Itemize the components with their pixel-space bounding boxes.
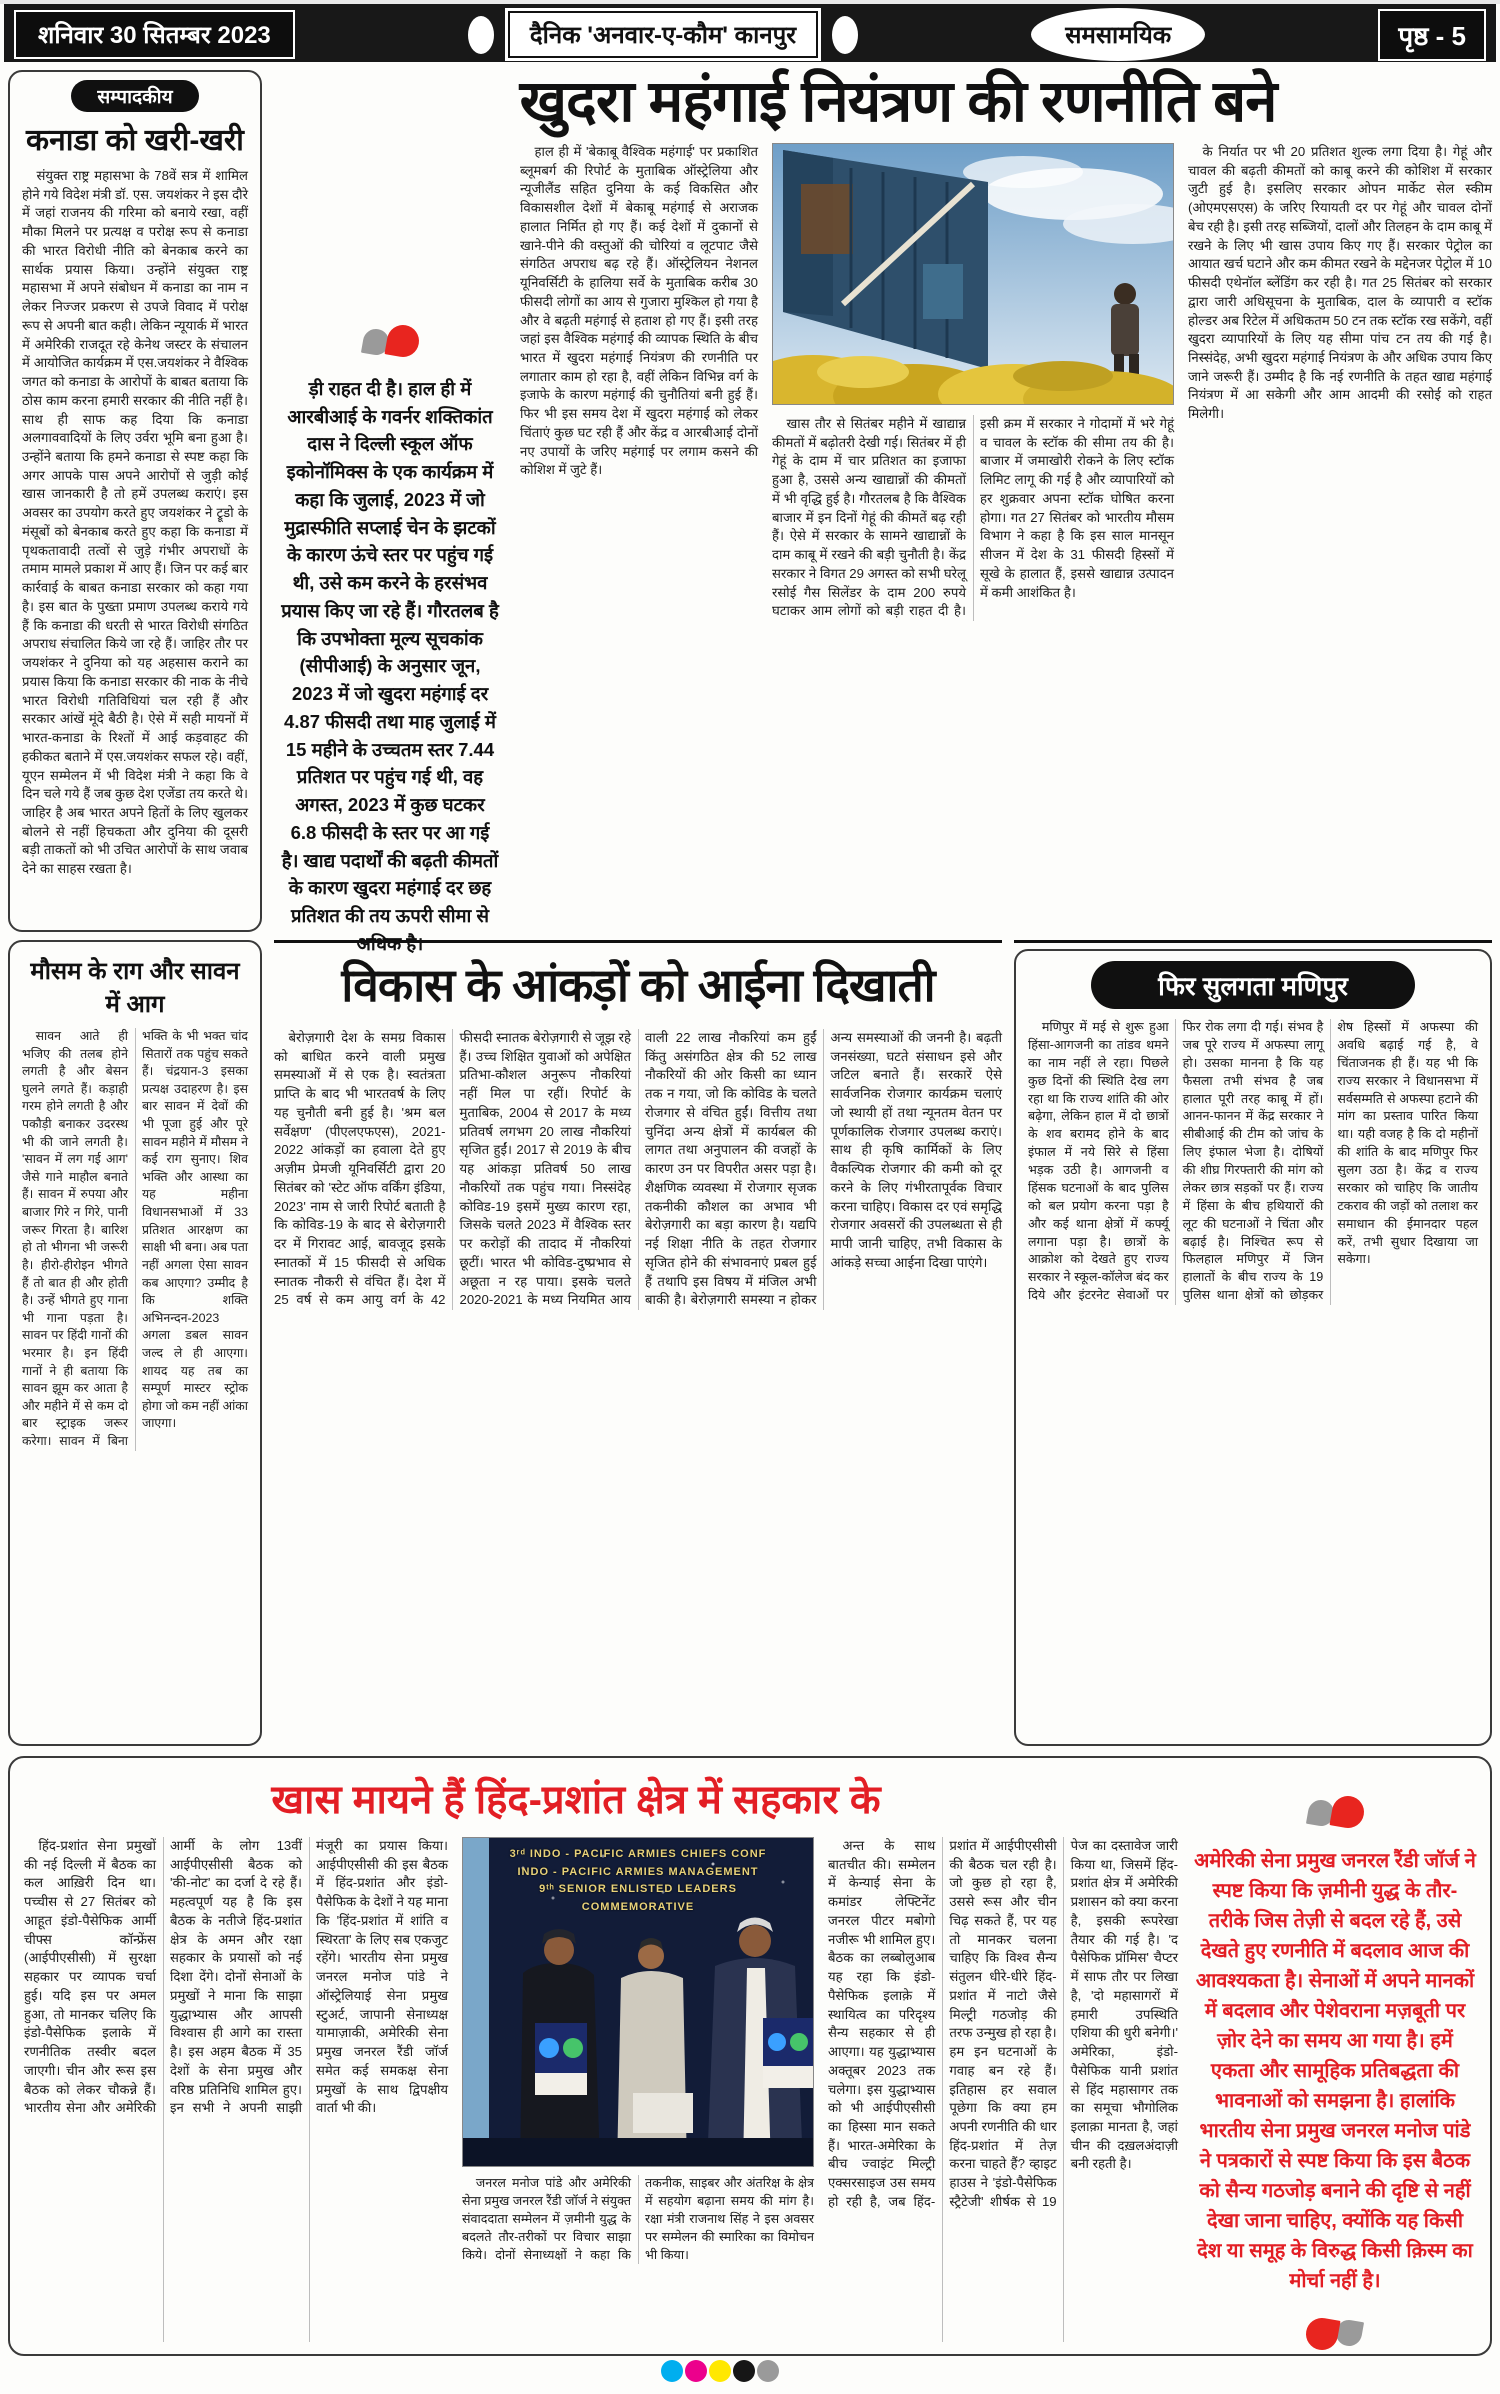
train-grain-photo-art bbox=[773, 144, 1174, 405]
pull-quote-column bbox=[274, 143, 506, 954]
indo-pacific-article-box bbox=[8, 1756, 1492, 2356]
indo-pacific-col-right: अन्त के साथ बातचीत की। सम्मेलन में केन्याई सेना के कमांडर लेफ्टिनेंट जनरल पीटर मबोगो नजीरू भी शामिल हुए। बैठक का लब्बोलुआब यह रहा कि इंडो-पैसेफिक इलाक़े में स्थायित्व का परिदृश्य सैन्य सहकार से ही आएगा। यह युद्धाभ्यास अक्तूबर 2023 तक चलेगा। इस युद्धाभ्यास को भी आईपीएसीसी का हिस्सा मान सकते हैं। भारत-अमेरिका के बीच ज्वाइंट मिल्ट्री एक्सरसाइज उस समय हो रही है, जब हिंद-प्रशांत में आईपीएसीसी की बैठक चल रही है। जो कुछ हो रहा है, उससे रूस और चीन चिढ़ सकते हैं, पर यह तो मानकर चलना चाहिए कि विश्व सैन्य संतुलन धीरे-धीरे हिंद-प्रशांत में नाटो जैसे मिल्ट्री गठजोड़ की तरफ उन्मुख हो रहा है। हम इन घटनाओं के गवाह बन रहे हैं। इतिहास हर सवाल पूछेगा कि क्या हम अपनी रणनीति की धार हिंद-प्रशांत में तेज़ करना चाहते हैं? व्हाइट हाउस ने 'इंडो-पैसेफिक स्ट्रैटेजी' शीर्षक से 19 पेज का दस्तावेज जारी किया था, जिसमें हिंद-प्रशांत क्षेत्र में अमेरिकी प्रशासन को क्या करना है, इसकी रूपरेखा तैयार की गई है। 'द पैसेफिक प्रॉमिस' चैप्टर में साफ तौर पर लिखा है, 'दो महासागरों में हमारी उपस्थिति एशिया की धुरी बनेगी।' अमेरिका, इंडो-पैसेफिक यानी प्रशांत से हिंद महासागर तक का समूचा भौगोलिक इलाक़ा मानता है, जहां चीन की दख़लअंदाज़ी बनी रहती है। bbox=[828, 1838, 1178, 2209]
registration-color-dots bbox=[0, 2356, 1492, 2390]
section-label: समसामयिक bbox=[1031, 8, 1205, 61]
main-article-col-1: हाल ही में 'बेकाबू वैश्विक महंगाई' पर प्रकाशित ब्लूमबर्ग की रिपोर्ट के मुताबिक ऑस्ट्रेलिया और न्यूजीलैंड सहित दुनिया के कई विकसित और विकासशील देशों में बेकाबू महंगाई से अराजक हालात निर्मित हो गए हैं। कई देशों में दुकानों से खाने-पीने की वस्तुओं की चोरियां व लूटपाट जैसे संगठित अपराध बढ़ रहे हैं। ऑस्ट्रेलियन नेशनल यूनिवर्सिटी के हालिया सर्वे के मुताबिक करीब 30 फीसदी लोगों का आय से गुजारा मुश्किल हो गया है और वे बढ़ती महंगाई से हताश हो गए हैं। इसी तरह जहां इस वैश्विक महंगाई की व्यापक स्थिति के बीच भारत में खुदरा महंगाई नियंत्रण की रणनीति पर लगातार काम हो रहा है, वहीं लेकिन विभिन्न वर्ग के इजाफे के कारण महंगाई की चुनौतियां बनी हुई हैं। फिर भी इस समय देश में खुदरा महंगाई को लेकर चिंताएं कुछ घट रही हैं और केंद्र व आरबीआई दोनों नए उपायों के जरिए महंगाई पर लगाम कसने की कोशिश में जुटे हैं। bbox=[520, 143, 758, 478]
main-article-col-3: के निर्यात पर भी 20 प्रतिशत शुल्क लगा दिया है। गेहूं और चावल की बढ़ती कीमतों को काबू करने की कोशिश में सरकार जुटी हुई है। इसलिए सरकार ओपन मार्केट सेल स्कीम (ओएमएसएस) के जरिए रियायती दर पर गेहूं और चावल दोनों बेच रही है। इसी तरह सब्जियों, दालों और तिलहन के दाम काबू में रखने के लिए भी खास उपाय किए गए हैं। सरकार पेट्रोल का आयात खर्च घटाने और कम कीमत रखने के मद्देनजर पेट्रोल में 10 फीसदी एथेनॉल ब्लेंडिंग कर रही है। गत 25 सितंबर को सरकार द्वारा जारी अधिसूचना के मुताबिक, दाल के व्यापारी व स्टॉक होल्डर अब रिटेल में अधिकतम 50 टन तक स्टॉक रख सकेंगे, वहीं खुदरा व्यापारियों के लिए यह सीमा पांच टन तय की गई है। निस्संदेह, अभी खुदरा महंगाई नियंत्रण के और अधिक उपाय किए जाने जरूरी हैं। उम्मीद है कि नई रणनीति के तहत खाद्य महंगाई नियंत्रण में आ सकेगी और आम आदमी की रसोई को राहत मिलेगी। bbox=[1188, 143, 1492, 422]
banner-line: INDO - PACIFIC ARMIES MANAGEMENT bbox=[517, 1865, 759, 1878]
editorial-title: कनाडा को खरी-खरी bbox=[26, 124, 244, 157]
quote-icon bbox=[1302, 1794, 1368, 1840]
editorial-box bbox=[8, 70, 262, 932]
indo-pacific-headline: खास मायने हैं हिंद-प्रशांत क्षेत्र में सहकार के bbox=[271, 1778, 881, 1822]
main-article-body bbox=[274, 143, 1492, 954]
masthead-dot-icon bbox=[468, 16, 494, 54]
conference-banner bbox=[463, 1846, 813, 1916]
main-headline: खुदरा महंगाई नियंत्रण की रणनीति बने bbox=[519, 69, 1277, 134]
black-registration-dot bbox=[733, 2360, 755, 2382]
banner-line: 3ʳᵈ INDO - PACIFIC ARMIES CHIEFS CONF bbox=[509, 1848, 767, 1860]
development-headline: विकास के आंकड़ों को आईना दिखाती bbox=[341, 959, 935, 1011]
masthead bbox=[4, 4, 1496, 62]
date-box: शनिवार 30 सितम्बर 2023 bbox=[14, 10, 295, 59]
indo-pacific-pull-quote-text: अमेरिकी सेना प्रमुख जनरल रैंडी जॉर्ज ने स्पष्ट किया कि ज़मीनी युद्ध के तौर-तरीके जिस तेज़ी से बदल रहे हैं, उसे देखते हुए रणनीति में बदलाव आज की आवश्यकता है। सेनाओं में अपने मानकों में बदलाव और पेशेवराना मज़बूती पर ज़ोर देने का समय आ गया है। हमें एकता और सामूहिक प्रतिबद्धता की भावनाओं को समझना है। हालांकि भारतीय सेना प्रमुख जनरल मनोज पांडे ने पत्रकारों से स्पष्ट किया कि इस बैठक को सैन्य गठजोड़ बनाने की दृष्टि से नहीं देखा जाना चाहिए, क्योंकि यह किसी देश या समूह के विरुद्ध किसी क़िस्म का मोर्चा नहीं है। bbox=[1194, 1850, 1476, 2292]
weather-column-title: मौसम के राग और सावन में आग bbox=[30, 958, 240, 1018]
banner-line: 9ᵗʰ SENIOR ENLISTED LEADERS bbox=[539, 1883, 737, 1896]
indo-pacific-pull-quote bbox=[1194, 1770, 1476, 2342]
gray-registration-dot bbox=[757, 2360, 779, 2382]
quote-icon bbox=[357, 323, 423, 369]
page-number-label: पृष्ठ - 5 bbox=[1378, 9, 1486, 61]
quote-red-blob-icon bbox=[1329, 1793, 1366, 1830]
manipur-article bbox=[1014, 940, 1492, 1746]
indo-pacific-body-row bbox=[24, 1837, 1178, 2342]
quote-red-blob-icon bbox=[1303, 2315, 1340, 2352]
weather-column-box bbox=[8, 940, 262, 1746]
indo-pacific-col-mid: जनरल मनोज पांडे और अमेरिकी सेना प्रमुख जनरल रैंडी जॉर्ज ने संयुक्त संवाददाता सम्मेलन में ज़मीनी युद्ध के बदलते तौर-तरीकों पर विचार साझा किये। दोनों सेनाध्यक्षों ने कहा कि तकनीक, साइबर और अंतरिक्ष के क्षेत्र में सहयोग बढ़ाना समय की मांग है। रक्षा मंत्री राजनाथ सिंह ने इस अवसर पर सम्मेलन की स्मारिका का विमोचन भी किया। bbox=[462, 2176, 814, 2262]
editorial-body: संयुक्त राष्ट्र महासभा के 78वें सत्र में शामिल होने गये विदेश मंत्री डॉ. एस. जयशंकर ने इस दौरे में जहां राजनय की गरिमा को बनाये रखा, वहीं मौका मिलने पर प्रत्यक्ष व परोक्ष रूप से कनाडा की भारत विरोधी नीति को बेनकाब करने का सार्थक प्रयास किया। उन्होंने संयुक्त राष्ट्र महासभा में अपने संबोधन में कनाडा का नाम न लेकर निज्जर प्रकरण से उपजे विवाद में परोक्ष रूप से अपनी बात कही। लेकिन न्यूयार्क में भारत में अमेरिकी राजदूत रहे केनेथ जस्टर के संचालन में आयोजित कार्यक्रम में एस.जयशंकर ने वैश्विक जगत को कनाडा के आरोपों के बाबत बताया कि ठोस काम करना हमारी सरकार की नीति नहीं है। साथ ही साफ कह दिया कि कनाडा अलगाववादियों के लिए उर्वरा भूमि बना हुआ है। उन्होंने बताया कि हमने कनाडा से स्पष्ट कहा कि अगर आपके पास अपने आरोपों से जुड़ी कोई खास जानकारी है तो हमें उपलब्ध कराएं। इस अवसर का उपयोग करते हुए जयशंकर ने ट्रूडो के मंसूबों को बेनकाब करते हुए कहा कि कनाडा में पृथकतावादी तत्वों से जुड़े गंभीर अपराधों के तमाम मामले प्रकाश में आए हैं। जिन पर कई बार कार्रवाई के बाबत कनाडा सरकार को कहा गया है। इस बात के पुख्ता प्रमाण उपलब्ध कराये गये हैं कि कनाडा की धरती से भारत विरोधी संगठित अपराध संचालित किये जा रहे हैं। जाहिर तौर पर जयशंकर ने दुनिया को यह अहसास कराने का प्रयास किया कि कनाडा सरकार की नाक के नीचे भारत विरोधी गतिविधियां चल रही हैं और सरकार आंखें मूंदे बैठी है। ऐसे में सही मायनों में भारत-कनाडा के रिश्तों में आई कड़वाहट की हकीकत बताने में एस.जयशंकर सफल रहे। वहीं, यूएन सम्मेलन में भी विदेश मंत्री ने कहा कि वे दिन चले गये हैं जब कुछ देश एजेंडा तय करते थे। जाहिर है अब भारत अपने हितों के लिए खुलकर बोलने से नहीं हिचकता और दुनिया की दूसरी बड़ी ताकतों को भी उचित आरोपों के साथ जवाब देने का साहस रखता है। bbox=[22, 168, 248, 877]
conference-photo bbox=[462, 1837, 814, 2167]
manipur-body: मणिपुर में मई से शुरू हुआ हिंसा-आगजनी का तांडव थमने का नाम नहीं ले रहा। पिछले कुछ दिनों की स्थिति देख लग रहा था कि राज्य शांति की ओर बढ़ेगा, लेकिन हाल में दो छात्रों के शव बरामद होने के बाद इंफाल में नये सिरे से हिंसा भड़क उठी है। आगजनी व हिंसक घटनाओं के बाद पुलिस को बल प्रयोग करना पड़ा है और कई थाना क्षेत्रों में कर्फ्यू लगाना पड़ा है। छात्रों के आक्रोश को देखते हुए राज्य सरकार ने स्कूल-कॉलेज बंद कर दिये और इंटरनेट सेवाओं पर फिर रोक लगा दी गई। संभव है जब पूरे राज्य में अफस्पा लागू हो। उसका मानना है कि यह फैसला तभी संभव है जब हालात पूरी तरह काबू में हों। आनन-फानन में केंद्र सरकार ने सीबीआई की टीम को जांच के लिए इंफाल भेजा है। दोषियों की शीघ्र गिरफ्तारी की मांग को लेकर छात्र सड़कों पर हैं। राज्य में हिंसा के बीच हथियारों की लूट की घटनाओं ने चिंता और बढ़ाई है। निश्चित रूप से फिलहाल मणिपुर में जिन हालातों के बीच राज्य के 19 पुलिस थाना क्षेत्रों को छोड़कर शेष हिस्सों में अफस्पा की अवधि बढ़ाई गई है, वे चिंताजनक ही हैं। यह भी कि राज्य सरकार ने विधानसभा में सर्वसम्मति से अफस्पा हटाने की मांग का प्रस्ताव पारित किया था। यही वजह है कि दो महीनों की शांति के बाद मणिपुर फिर सुलग उठा है। केंद्र व राज्य सरकार को चाहिए कि जातीय टकराव की जड़ों को तलाश कर समाधान की ईमानदार पहल करें, तभी सुधार दिखाया जा सकेगा। bbox=[1028, 1020, 1478, 1303]
yellow-registration-dot bbox=[709, 2360, 731, 2382]
indo-pacific-photo-column bbox=[462, 1837, 814, 2342]
development-article bbox=[274, 940, 1002, 1746]
newspaper-page bbox=[0, 4, 1500, 2394]
main-article-middle bbox=[772, 143, 1174, 932]
quote-icon bbox=[1302, 2306, 1368, 2352]
page-content bbox=[0, 62, 1500, 2394]
quote-red-blob-icon bbox=[384, 322, 421, 359]
main-article bbox=[274, 69, 1492, 954]
weather-column-body: सावन आते ही भजिए की तलब होने लगती है और बेसन घुलने लगते हैं। कड़ाही गरम होने लगती है और पकौड़ी बनाकर उदरस्थ भी की जाने लगती है। 'सावन में लग गई आग' जैसे गाने माहौल बनाते हैं। सावन में रुपया और बाजार गिरे न गिरे, पानी जरूर गिरता है। बारिश हो तो भीगना भी जरूरी है। हीरो-हीरोइन भीगते हैं तो बात ही और होती है। उन्हें भीगते हुए गाना भी गाना पड़ता है। सावन पर हिंदी गानों की भरमार है। इन हिंदी गानों ने ही बताया कि सावन झूम कर आता है और महीने में से कम दो बार स्ट्राइक जरूर करेगा। सावन में बिना भक्ति के भी भक्त चांद सितारों तक पहुंच सकते हैं। चंद्रयान-3 इसका प्रत्यक्ष उदाहरण है। इस बार सावन में देवों की भी पूजा हुई और पूरे सावन महीने में मौसम ने कई राग सुनाए। शिव भक्ति और आस्था का यह महीना विधानसभाओं में 33 प्रतिशत आरक्षण का साक्षी भी बना। अब पता नहीं अगला ऐसा सावन कब आएगा? उम्मीद है कि शक्ति अभिनन्दन-2023 अगला डबल सावन जल्द ले ही आएगा। शायद यह तब का सम्पूर्ण मास्टर स्ट्रोक होगा जो कम नहीं आंका जाएगा। bbox=[22, 1029, 248, 1449]
magenta-registration-dot bbox=[685, 2360, 707, 2382]
pull-quote bbox=[274, 323, 506, 958]
middle-band bbox=[8, 940, 1492, 1746]
banner-line: COMMEMORATIVE bbox=[581, 1900, 695, 1913]
manipur-box-frame bbox=[1014, 949, 1492, 1746]
manipur-badge: फिर सुलगता मणिपुर bbox=[1091, 961, 1415, 1009]
top-band bbox=[8, 69, 1492, 954]
paper-name: दैनिक 'अनवार-ए-कौम' कानपुर bbox=[508, 11, 818, 58]
development-body: बेरोज़गारी देश के समग्र विकास को बाधित करने वाली प्रमुख समस्याओं में से एक है। स्वतंत्रता प्राप्ति के बाद भी भारतवर्ष के लिए यह चुनौती बनी हुई है। 'श्रम बल सर्वेक्षण' (पीएलएफएस), 2021-2022 आंकड़ों का हवाला देते हुए अज़ीम प्रेमजी यूनिवर्सिटी द्वारा 20 सितंबर को 'स्टेट ऑफ वर्किंग इंडिया, 2023' नाम से जारी रिपोर्ट बताती है कि कोविड-19 के बाद से बेरोज़गारी दर में गिरावट आई, बावजूद इसके स्नातकों में 15 फीसदी से अधिक स्नातक नौकरी से वंचित हैं। देश में 25 वर्ष से कम आयु वर्ग के 42 फीसदी स्नातक बेरोज़गारी से जूझ रहे हैं। उच्च शिक्षित युवाओं को अपेक्षित प्रतिभा-कौशल अनुरूप नौकरियां नहीं मिल पा रहीं। रिपोर्ट के मुताबिक, 2004 से 2017 के मध्य प्रतिवर्ष लगभग 20 लाख नौकरियां सृजित हुईं। 2017 से 2019 के बीच यह आंकड़ा प्रतिवर्ष 50 लाख नौकरियों तक पहुंच गया। निस्संदेह कोविड-19 इसमें मुख्य कारण रहा, जिसके चलते 2023 में वैश्विक स्तर पर करोड़ों की तादाद में नौकरियां छूटीं। भारत भी कोविड-दुष्प्रभाव से अछूता न रह पाया। इसके चलते 2020-2021 के मध्य नियमित आय वाली 22 लाख नौकरियां कम हुईं किंतु असंगठित क्षेत्र की 52 लाख नौकरियों की ओर किसी का ध्यान तक न गया, जो कि कोविड के चलते रोजगार से वंचित हुईं। वित्तीय तथा चुनिंदा अन्य क्षेत्रों में कार्यबल की लागत तथा अनुपालन की वजहों के कारण उन पर विपरीत असर पड़ा है। शैक्षणिक व्यवस्था में रोजगार सृजक तकनीकी कौशल का अभाव भी बेरोज़गारी का बड़ा कारण है। यद्यपि नई शिक्षा नीति के तहत रोजगार सृजित होने की संभावनाएं प्रबल हुई हैं तथापि इस विषय में मंजिल अभी बाकी है। बेरोज़गारी समस्या न होकर अन्य समस्याओं की जननी है। बढ़ती जनसंख्या, घटते संसाधन इसे और जटिल बनाते हैं। सरकारें ऐसे सार्वजनिक रोजगार कार्यक्रम चलाएं जो स्थायी हों तथा न्यूनतम वेतन पर पूर्णकालिक रोजगार उपलब्ध कराएं। साथ ही कृषि कार्मिकों के लिए वैकल्पिक रोजगार की कमी को दूर करने के लिए गंभीरतापूर्वक विचार करना चाहिए। विकास दर एवं समृद्धि रोजगार अवसरों की उपलब्धता से ही मापी जानी चाहिए, तभी विकास के आंकड़े सच्चा आईना दिखा पाएंगे। bbox=[274, 1030, 1002, 1308]
train-grain-photo bbox=[772, 143, 1174, 405]
pull-quote-text: ड़ी राहत दी है। हाल ही में आरबीआई के गवर्नर शक्तिकांत दास ने दिल्ली स्कूल ऑफ इकोनॉमिक्स के एक कार्यक्रम में कहा कि जुलाई, 2023 में जो मुद्रास्फीति सप्लाई चेन के झटकों के कारण ऊंचे स्तर पर पहुंच गई थी, उसे कम करने के हरसंभव प्रयास किए जा रहे हैं। गौरतलब है कि उपभोक्ता मूल्य सूचकांक (सीपीआई) के अनुसार जून, 2023 में जो खुदरा महंगाई दर 4.87 फीसदी तथा माह जुलाई में 15 महीने के उच्चतम स्तर 7.44 प्रतिशत पर पहुंच गई थी, वह अगस्त, 2023 में कुछ घटकर 6.8 फीसदी के स्तर पर आ गई है। खाद्य पदार्थों की बढ़ती कीमतों के कारण खुदरा महंगाई दर छह प्रतिशत की तय ऊपरी सीमा से अधिक है। bbox=[281, 377, 499, 954]
masthead-dot-icon bbox=[832, 16, 858, 54]
main-article-col-2: खास तौर से सितंबर महीने में खाद्यान्न कीमतों में बढ़ोतरी देखी गई। सितंबर में ही गेहूं के दाम में चार प्रतिशत का इजाफा हुआ है, उससे अन्य खाद्यान्नों की कीमतों में भी वृद्धि हुई है। गौरतलब है कि वैश्विक बाजार में इन दिनों गेहूं की कीमतें बढ़ रही हैं। ऐसे में सरकार के सामने खाद्यान्नों के दाम काबू में रखने की बड़ी चुनौती है। केंद्र सरकार ने विगत 29 अगस्त को सभी घरेलू रसोई गैस सिलेंडर के दाम 200 रुपये घटाकर आम लोगों को बड़ी राहत दी है। इसी क्रम में सरकार ने गोदामों में भरे गेहूं व चावल के स्टॉक की सीमा तय की है। बाजार में जमाखोरी रोकने के लिए स्टॉक लिमिट लागू की गई है और व्यापारियों को हर शुक्रवार अपना स्टॉक घोषित करना होगा। गत 27 सितंबर को भारतीय मौसम विभाग ने कहा है कि इस साल मानसून सीजन में देश के 31 फीसदी हिस्सों में सूखे के हालात हैं, इससे खाद्यान्न उत्पादन में कमी आशंकित है। bbox=[772, 415, 1174, 619]
indo-pacific-left bbox=[24, 1770, 1178, 2342]
indo-pacific-col-left: हिंद-प्रशांत सेना प्रमुखों की नई दिल्ली में बैठक का कल आख़िरी दिन था। पच्चीस से 27 सितंबर को आहूत इंडो-पैसेफिक आर्मी चीफ्स कॉन्फ्रेंस (आईपीएसीसी) में सुरक्षा सहकार पर व्यापक चर्चा हुई। यदि इस पर अमल हुआ, तो मानकर चलिए कि इंडो-पैसेफिक इलाके में रणनीतिक तस्वीर बदल जाएगी। चीन और रूस इस बैठक को लेकर चौकन्ने हैं। भारतीय सेना और अमेरिकी आर्मी के लोग 13वीं आईपीएसीसी बैठक को 'की-नोट' का दर्जा दे रहे हैं। महत्वपूर्ण यह है कि इस बैठक के नतीजे हिंद-प्रशांत क्षेत्र के अमन और रक्षा सहकार के प्रयासों को नई दिशा देंगे। दोनों सेनाओं के प्रमुखों ने माना कि साझा युद्धाभ्यास और आपसी विश्वास ही आगे का रास्ता है। इस अहम बैठक में 35 देशों के सेना प्रमुख और वरिष्ठ प्रतिनिधि शामिल हुए। इन सभी ने अपनी साझी मंजूरी का प्रयास किया। आईपीएसीसी की इस बैठक में हिंद-प्रशांत और इंडो-पैसेफिक के देशों ने यह माना कि 'हिंद-प्रशांत में शांति व स्थिरता' के लिए सब एकजुट रहेंगे। भारतीय सेना प्रमुख जनरल मनोज पांडे ने ऑस्ट्रेलियाई सेना प्रमुख स्टुअर्ट, जापानी सेनाध्यक्ष यामाज़ाकी, अमेरिकी सेना प्रमुख जनरल रैंडी जॉर्ज समेत कई समकक्ष सेना प्रमुखों के साथ द्विपक्षीय वार्ता भी की। bbox=[24, 1838, 448, 2116]
editorial-badge: सम्पादकीय bbox=[71, 80, 198, 112]
bottom-band bbox=[8, 1756, 1492, 2356]
cyan-registration-dot bbox=[661, 2360, 683, 2382]
